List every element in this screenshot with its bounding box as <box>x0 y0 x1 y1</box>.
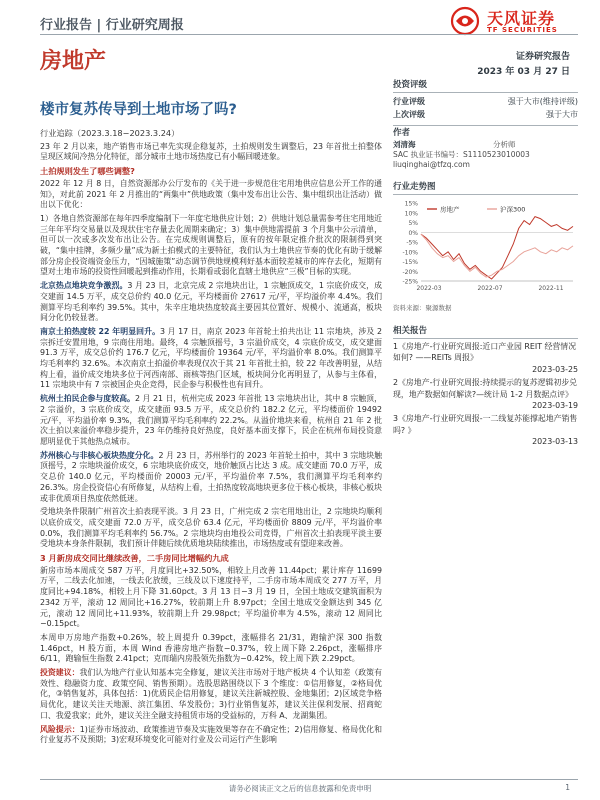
paragraph-market-data: 新房市场本周成交 587 万平，月度同比+32.50%，相较上月改善 11.44pct；累计库存 11699 万平，二线去化加速，一线去化放缓，三线及以下速度持平，二手房市场本周成交 277 万平，月度同比+94.18%，相较上月下降 31.60pct。3 月 13 日−3 月 19 日，全国土地成交建筑面积为 2342 万平，滚动 12 周同比+16.27%，较前期上升 8.97pct；全国土地成交金额达到 345 亿元，滚动 12 周同比+11.93%，较前期上升 29.98pct；平均溢价率为 4.5%，滚动 12 周同比−0.15pct。 <box>40 565 382 629</box>
y-tick-label: 5% <box>408 220 418 227</box>
report-category: 行业报告 | 行业研究周报 <box>40 18 184 33</box>
logo-chinese-name: 天风证券 <box>487 9 556 28</box>
paragraph-risk <box>40 725 382 746</box>
company-logo <box>447 4 597 38</box>
investment-text: 我们认为地产行业认知基本完全修复，建议关注市场对于地产板块 4 个认知差（政策有效性、稳融资力度、政策空间、销售预期）。选股思路围绕以下 3 个维度：①信用修复，②格局优化，③销售复苏，具体包括：1)优质民企信用修复，建议关注新城控股、金地集团；2)区域竞争格局优化，建议关注天地源、滨江集团、华发股份；3)行业销售复苏，建议关注保利发展、招商蛇口、我爱我家；此外，建议关注全融支持租赁市场的受益标的，万科 A、龙湖集团。 <box>40 668 382 720</box>
nanjing-text: 3 月 17 日，南京 2023 年首轮土拍共出让 11 宗地块，涉及 2 宗拆迁安置用地，9 宗商住用地。最终，4 宗触顶摇号，3 宗溢价成交，4 宗底价成交，成交建面 91.3 万平，成交总价约 176.7 亿元，平均楼面价 19364 元/平，平均溢价率 8.0%。我们测算平均毛利率约 32.6%。本次南京土拍溢价率表现仅次于其 21 年首批土拍，较 22 年改善明显，从结构上看，溢价成交地块多位于河西南部、雨核等热门区域，板块间分化再明显了，从参与主体看，11 宗地块中有 7 宗被国企央企竞得，民企参与积极性也有回升。 <box>40 326 382 390</box>
x-tick-label: 2022-07 <box>477 285 503 292</box>
paragraph-beijing <box>40 281 382 324</box>
trend-chart-svg <box>393 197 578 297</box>
section-heading-2: 3 月新房成交同比继续改善，二手房同比增幅约九成 <box>40 553 229 564</box>
logo-english-name: TF SECURITIES <box>487 26 558 34</box>
hangzhou-lead: 杭州土拍民企参与度较高。 <box>40 394 135 404</box>
paragraph-suzhou <box>40 451 382 505</box>
y-tick-label: -10% <box>402 249 418 257</box>
paragraph-nanjing <box>40 327 382 391</box>
tracking-period: 行业追踪（2023.3.18−2023.3.24） <box>40 128 180 138</box>
report-subtitle: 楼市复苏传导到土地市场了吗? <box>40 102 237 118</box>
series-line-csi300 <box>421 234 573 277</box>
y-tick-label: 15% <box>404 200 418 208</box>
beijing-text: 3 月 23 日，北京完成 2 宗地块出让，1 宗触顶成交，1 宗底价成交，成交建面 14.5 万平，成交总价约 40.0 亿元，平均楼面价 27617 元/平，平均溢价率 4.4%。我们测算平均毛利率约 39.5%。其中，朱辛庄地块热度较高主要因其位置好、规模小、流通高，板块间分化仍较显著。 <box>40 281 382 323</box>
y-tick-label: -25% <box>402 278 418 286</box>
rating-key: 上次评级 <box>393 110 425 119</box>
suzhou-text: 2 月 23 日，苏州举行的 2023 年首轮土拍中，其中 3 宗地块触顶摇号，2 宗地块溢价成交，6 宗地块底价成交，地价触顶占比达 3 成。成交建面 70.0 万平，成交总价 140.0 亿元，平均楼面价 20003 元/平，平均溢价率 7.5%，我们测算平均毛利率约 26.3%。房企投资信心有所修复，从结构上看，土拍热度较高地块更多位于核心板块，非核心板块或非优质项目热度依然低迷。 <box>40 450 382 503</box>
series-line-real-estate <box>421 217 573 279</box>
investment-lead: 投资建议： <box>40 668 80 678</box>
footer-divider <box>40 779 578 780</box>
paragraph-investment <box>40 668 382 722</box>
sidebar <box>393 78 578 448</box>
related-report-item[interactable] <box>393 377 578 411</box>
related-title: 相关报告 <box>393 324 578 339</box>
report-type: 证券研究报告 <box>515 52 570 62</box>
footer-disclaimer: 请务必阅读正文之后的信息披露和免责申明 <box>228 784 372 793</box>
header-divider <box>40 34 578 35</box>
rating-row <box>393 95 578 108</box>
legend-label: 房地产 <box>440 205 460 214</box>
related-report-text[interactable]: 2《房地产-行业研究周报:持续提示的复苏逻辑初步兑现，地产数据如何解读?—统计局 1-2 月数据点评》 <box>393 378 578 399</box>
hangzhou-text: 2 月 21 日，杭州完成 2023 年首批 13 宗地块出让，其中 8 宗触顶，2 宗溢价，3 宗底价成交，成交建面 93.5 万平，成交总价约 182.2 亿元，平均楼面价 19492 元/平，平均溢价率 9.3%，我们测算平均毛利率约 22.2%。从溢价地块来看，杭州自 21 年 2 批次土拍以来溢价率稳步提升，23 年仍维持良好热度，良好基本面支撑下，民企在杭州布局投资意愿明显优于其他热点城市。 <box>40 394 382 446</box>
paragraph-index: 本周申万房地产指数+0.26%，较上周提升 0.39pct，涨幅排名 21/31，跑输沪深 300 指数 1.46pct，H 股方面，本周 Wind 香港房地产指数−0.37%，较上周下降 2.26pct，涨幅排序 6/11，跑输恒生指数 2.41pct；克而瑞内房股领先指数为−0.42%，较上周下跌 2.29pct。 <box>40 632 382 664</box>
section-heading-1: 土拍规则发生了哪些调整? <box>40 166 135 177</box>
analyst-email[interactable]: liuqinghai@tfzq.com <box>393 160 470 169</box>
related-report-date: 2023-03-25 <box>532 364 578 374</box>
y-tick-label: -15% <box>402 259 418 266</box>
x-tick-label: 2022-03 <box>416 285 442 292</box>
page-number: 1 <box>565 783 570 792</box>
related-report-text[interactable]: 3《房地产-行业研究周报-一二线复苏能撑起地产销售吗? 》 <box>393 414 578 435</box>
suzhou-lead: 苏州核心与非核心板块热度分化。 <box>40 450 159 460</box>
rating-title: 投资评级 <box>393 78 578 93</box>
tf-logo-icon <box>447 6 483 36</box>
nanjing-lead: 南京土拍热度较 22 年明显回升。 <box>40 326 161 336</box>
y-tick-label: 10% <box>404 210 418 218</box>
report-date: 2023 年 03 月 27 日 <box>477 67 570 77</box>
risk-lead: 风险提示： <box>40 724 80 734</box>
beijing-lead: 北京热点地块竞争激烈。 <box>40 281 128 291</box>
rating-key: 行业评级 <box>393 97 425 106</box>
analyst-name: 刘清海 <box>393 140 416 149</box>
paragraph-hangzhou <box>40 394 382 448</box>
related-report-text[interactable]: 1《房地产-行业研究周报:近口产业园 REIT 经营情况如何? ——REITs 周报》 <box>393 342 577 363</box>
y-tick-label: -20% <box>402 268 418 276</box>
analyst-title: 作者 <box>393 128 411 138</box>
paragraph-policy-detail: 1）各地自然资源部在每年四季度编制下一年度宅地供应计划；2）供地计划总量需参考住宅用地近三年年平均交易量以及现状住宅存量去化周期来确定；3）集中供地需提前 3 个月集中公示清单，但可以一次或多次发布出让公告。在完成规则调整后，原有的按年限定推介批次的限制得到突破，“集中挂牌，多频少量”成为新土拍模式的主要特征，我们认为土地供应节奏的优化有助于缓解部分房企投资端资金压力，“因城施策”动态调节供地规模利好基本面较差城市的库存去化，短期有望对土地市场的投资性回暖起到推动作用，长期看或弱化直辖土地供应“三极”目标的实现。 <box>40 213 382 277</box>
trend-title: 行业走势图 <box>393 180 578 195</box>
page-title: 房地产 <box>40 49 107 74</box>
intro-paragraph: 23 年 2 月以来，地产销售市场已率先实现企稳复苏，土拍规则发生调整后，23 年首批土拍整体呈现区域间冷热分化特征，部分城市土地市场热度已有小幅回暖迹象。 <box>40 141 382 162</box>
analyst-block <box>393 125 578 170</box>
related-report-item[interactable] <box>393 341 578 375</box>
paragraph-guangzhou: 受地块条件限制广州首次土拍表现平淡。3 月 23 日，广州完成 2 宗宅用地出让，2 宗地块均顺利以底价成交，成交建面 72.0 万平，成交总价 63.4 亿元，平均楼面价 8809 元/平，平均溢价率 0.0%，我们测算平均毛利率约 56.7%。2 宗地块均由地投公司竞得，广州首次土拍表现平淡主要受地块本身条件限制，我们预计伴随后续优质地块陆续推出，市场热度或有望迎来改善。 <box>40 507 382 549</box>
x-tick-label: 2022-11 <box>538 285 564 292</box>
related-report-item[interactable] <box>393 413 578 447</box>
rating-value: 强于大市(维持评级) <box>507 97 578 106</box>
analyst-role: 分析师 <box>493 140 516 149</box>
rating-value: 强于大市 <box>546 110 578 119</box>
y-tick-label: -5% <box>406 239 418 247</box>
rating-row <box>393 108 578 121</box>
chart-source: 资料来源：聚源数据 <box>393 304 452 312</box>
related-report-date: 2023-03-13 <box>532 437 578 447</box>
risk-text: 1)证券市场波动、政策推进节奏及实施效果等存在不确定性；2)信用修复、格局优化和行业复苏不及预期；3)宏观环境变化可能对行业及公司运行产生影响 <box>40 724 382 745</box>
trend-chart <box>393 197 578 297</box>
related-report-date: 2023-03-19 <box>532 401 578 411</box>
analyst-cert: SAC 执业证书编号：S1110523010003 <box>393 150 530 159</box>
legend-label: 沪深300 <box>500 205 526 214</box>
y-tick-label: 0% <box>408 229 418 237</box>
main-body <box>40 128 382 749</box>
paragraph-policy: 2022 年 12 月 8 日，自然资源部办公厅发布的《关于进一步规范住宅用地供应信息公开工作的通知》，对此前 2021 年 2 月推出的“两集中”供地政策（集中发布出让公告、集中组织出让活动）做出以下优化： <box>40 178 382 210</box>
